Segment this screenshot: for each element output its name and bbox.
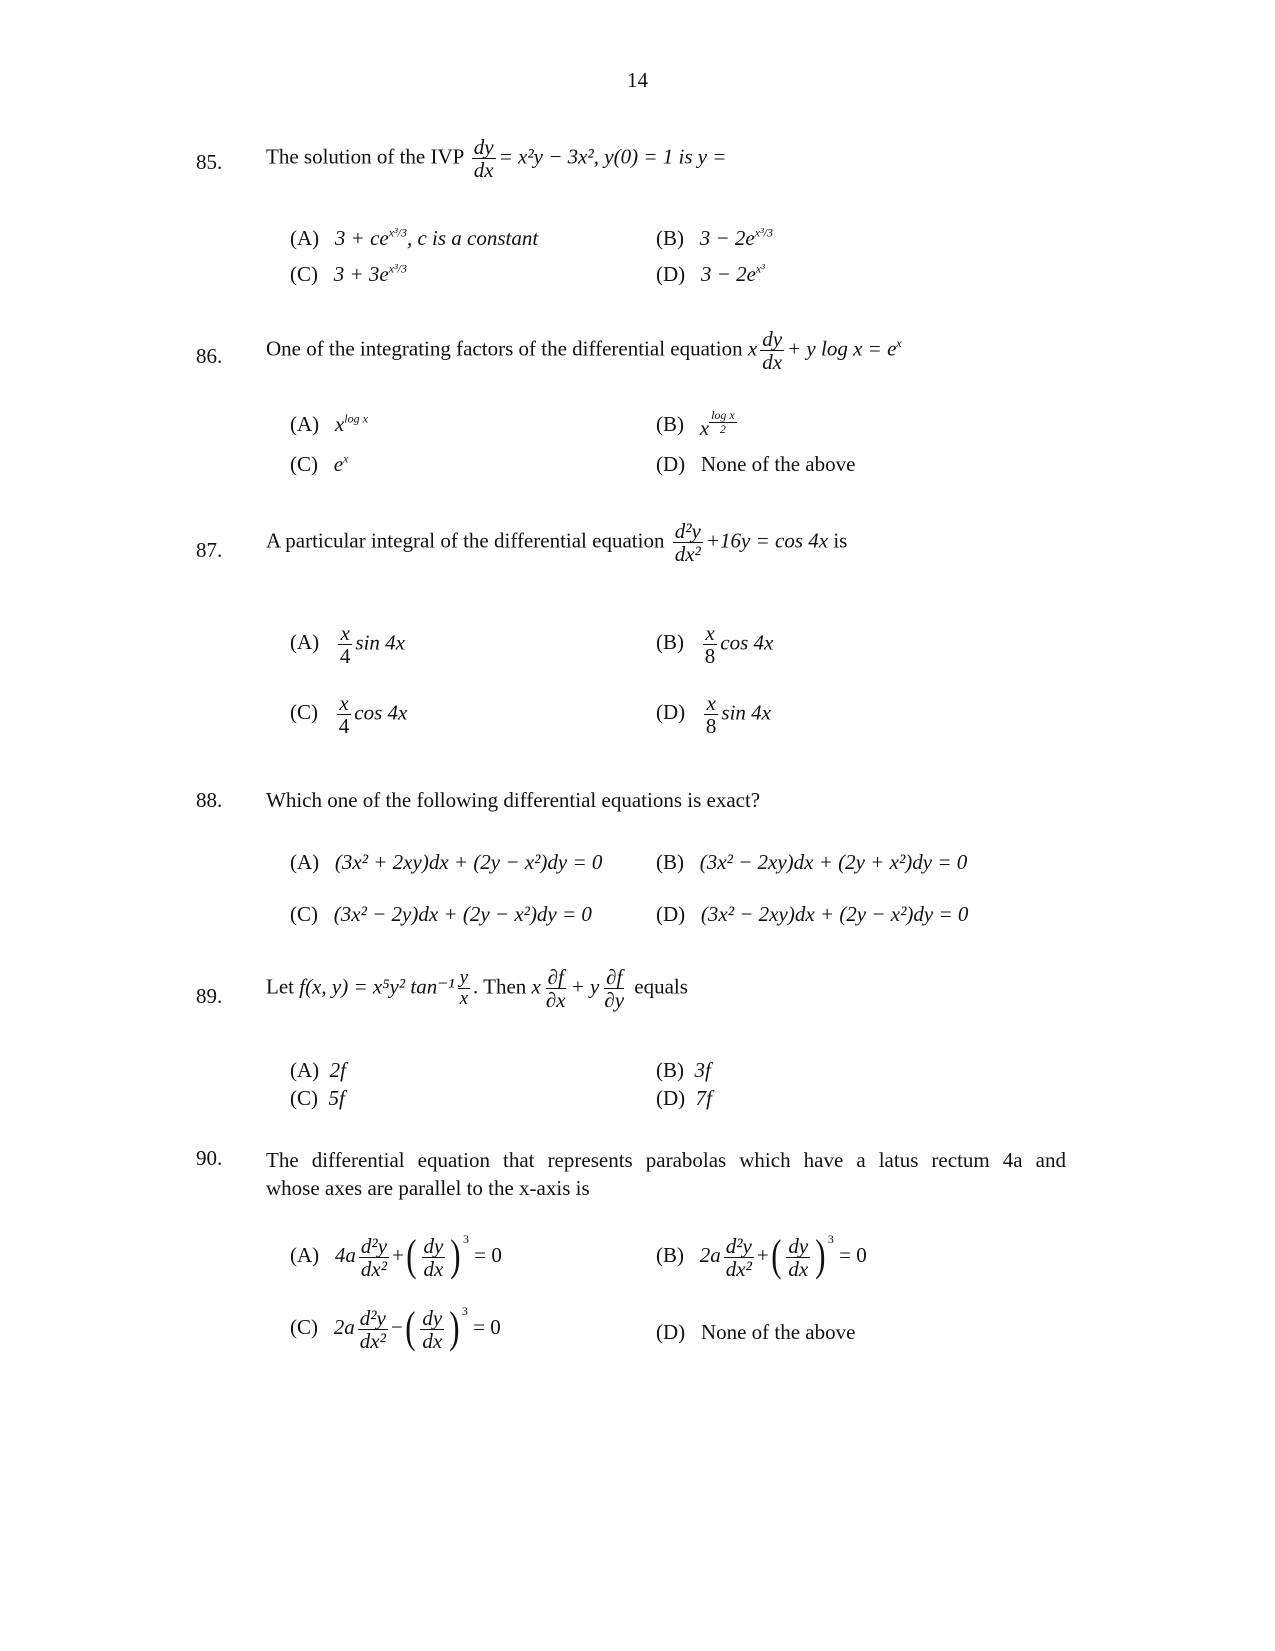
- fraction-d2y-dx2: $\frac{\text{d²y}}{\text{dx²}}$: [674, 519, 701, 567]
- question-stem-85: The solution of the IVP $\frac{dy}{dx}$ = x²y − 3x², y(0) = 1 is y =: [266, 135, 727, 183]
- option-90-c[interactable]: (C) 2a $\frac{\text{d²y}}{\text{dx²}}$ −( $\frac{dy}{dx}$ ) $^3$ = 0: [290, 1303, 501, 1353]
- fraction-dy-dx: $\frac{dy}{dx}$: [473, 135, 494, 183]
- option-87-b[interactable]: (B) $\frac{x}{8}$ cos 4x: [656, 621, 774, 669]
- fraction-dy-dx: $\frac{dy}{dx}$: [762, 327, 783, 375]
- question-stem-89: Let f(x, y) = x⁵y² tan⁻¹ $\frac{y}{x}$ . Then x $\frac{\partial f}{\partial x}$ + y $\frac{\partial f}{\partial y}$ equals: [266, 965, 688, 1013]
- question-number-87: 87.: [196, 538, 223, 562]
- option-86-d[interactable]: (D) None of the above: [656, 452, 856, 476]
- option-87-a[interactable]: (A) $\frac{x}{4}$ sin 4x: [290, 621, 405, 669]
- option-88-c[interactable]: (C) (3x² − 2y)dx + (2y − x²)dy = 0: [290, 902, 592, 926]
- question-stem-88: Which one of the following differential equations is exact?: [266, 788, 761, 812]
- question-number-89: 89.: [196, 984, 223, 1008]
- option-90-a[interactable]: (A) 4a $\frac{\text{d²y}}{\text{dx²}}$ +( $\frac{dy}{dx}$ ) $^3$ = 0: [290, 1231, 502, 1281]
- question-stem-87: A particular integral of the differential equation $\frac{\text{d²y}}{\text{dx²}}$ +16y = cos 4x is: [266, 519, 848, 567]
- option-87-d[interactable]: (D) $\frac{x}{8}$ sin 4x: [656, 691, 771, 739]
- question-stem-86: One of the integrating factors of the differential equation x $\frac{dy}{dx}$ + y $\log x = e^x$: [266, 327, 902, 375]
- question-number-90: 90.: [196, 1146, 223, 1170]
- option-88-b[interactable]: (B) (3x² − 2xy)dx + (2y + x²)dy = 0: [656, 850, 968, 874]
- option-86-b[interactable]: (B) x $\frac{\text{log x}}{2}$: [656, 408, 735, 440]
- question-number-88: 88.: [196, 788, 223, 812]
- option-89-b[interactable]: (B) 3f: [656, 1058, 711, 1082]
- option-85-c[interactable]: (C) $3 + 3e^{x^3/3}$: [290, 261, 408, 286]
- option-87-c[interactable]: (C) $\frac{x}{4}$ cos 4x: [290, 691, 408, 739]
- option-89-a[interactable]: (A) 2f: [290, 1058, 346, 1082]
- option-85-b[interactable]: (B) $3 - 2e^{x^3/3}$: [656, 225, 774, 250]
- option-89-d[interactable]: (D) 7f: [656, 1086, 712, 1110]
- option-88-d[interactable]: (D) (3x² − 2xy)dx + (2y − x²)dy = 0: [656, 902, 969, 926]
- question-number-85: 85.: [196, 150, 223, 174]
- option-85-d[interactable]: (D) $3 - 2e^{x^3}$: [656, 261, 765, 286]
- option-85-a[interactable]: (A) $3 + ce^{x^3/3}$, c is a constant: [290, 225, 539, 250]
- question-stem-90: The differential equation that represents parabolas which have a latus rectum 4a and whose axes are parallel to the x-axis is: [266, 1148, 1066, 1200]
- option-86-a[interactable]: (A) $x^{log x}$: [290, 411, 368, 436]
- option-90-d[interactable]: (D) None of the above: [656, 1320, 856, 1344]
- option-90-b[interactable]: (B) 2a $\frac{\text{d²y}}{\text{dx²}}$ +( $\frac{dy}{dx}$ ) $^3$ = 0: [656, 1231, 867, 1281]
- option-86-c[interactable]: (C) $e^x$: [290, 451, 349, 476]
- question-number-86: 86.: [196, 344, 223, 368]
- option-89-c[interactable]: (C) 5f: [290, 1086, 345, 1110]
- option-88-a[interactable]: (A) (3x² + 2xy)dx + (2y − x²)dy = 0: [290, 850, 603, 874]
- page-number: 14: [627, 68, 648, 92]
